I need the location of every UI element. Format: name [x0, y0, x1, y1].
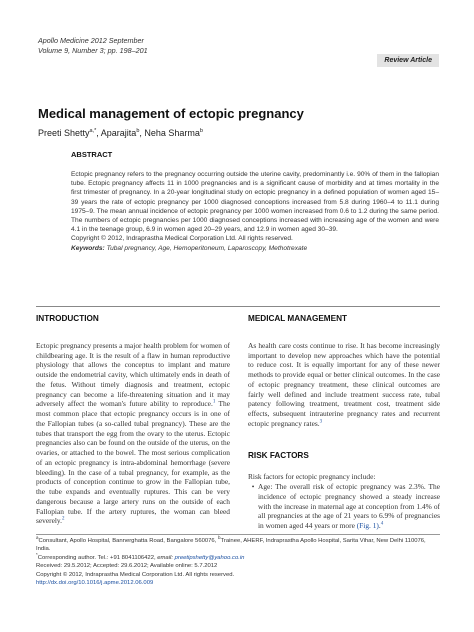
email-label: email:	[157, 554, 173, 561]
keywords-list: Tubal pregnancy, Age, Hemoperitoneum, Laparoscopy, Methotrexate	[106, 244, 308, 252]
abstract-section	[71, 150, 439, 253]
affiliation-a: Consultant, Apollo Hospital, Bannerghatta Road, Bangalore 560076,	[38, 538, 218, 544]
list-item	[248, 482, 440, 531]
author-affiliation-mark: b	[199, 128, 203, 134]
article-type-badge: Review Article	[377, 54, 439, 67]
footer-copyright: Copyright © 2012, Indraprastha Medical Corporation Ltd. All rights reserved.	[36, 571, 235, 578]
doi-link[interactable]: http://dx.doi.org/10.1016/j.apme.2012.06.009	[36, 580, 154, 587]
risk-factors-heading: RISK FACTORS	[248, 450, 309, 460]
footnote-divider	[36, 534, 440, 535]
author-affiliation-mark: b	[136, 128, 140, 134]
reference-link[interactable]: 1	[212, 399, 216, 405]
risk-factors-intro: Risk factors for ectopic pregnancy include:	[248, 472, 376, 482]
left-column	[36, 314, 230, 526]
section-divider	[36, 306, 440, 307]
abstract-heading: ABSTRACT	[71, 150, 113, 159]
footnote-mark: b	[217, 535, 221, 541]
footnote-mark: a	[36, 535, 39, 541]
author-separator: ,	[139, 128, 145, 138]
corresponding-author-text: Corresponding author. Tel.: +91 8041106422,	[37, 554, 158, 561]
author-separator: ,	[96, 128, 101, 138]
figure-link[interactable]: (Fig. 1)	[356, 521, 379, 530]
reference-link[interactable]: 2	[62, 516, 65, 522]
intro-text-part1: Ectopic pregnancy presents a major health problem for women of childbearing age. It is the result of a flaw in human reproductive physiology that allows the conceptus to implant and mature outside the endometrial cavity, which ultimately ends in death of the fetus. Without timely diagnosis and treatment, ectopic pregnancy can become a life-threatening situation and it may adversely affect the woman's future ability to reproduce.	[36, 340, 230, 409]
abstract-keywords	[71, 244, 439, 253]
risk-age-text: Age: The overall risk of ectopic pregnancy was 2.3%. The incidence of ectopic pregnancy showed a steady increase with the increase in maternal age at conception from 1.4% of all pregnancies at the age of 21 years to 6.9% of pregnancies in women aged 44 years or more	[258, 482, 440, 530]
reference-link[interactable]: 3	[319, 419, 323, 425]
author-name[interactable]: Aparajita	[100, 128, 137, 138]
footnotes	[36, 537, 440, 587]
corresponding-author-footnote	[36, 551, 440, 562]
affiliation-b: Trainee, AHERF, Indraprastha Apollo Hospital, Sarita Vihar, New Delhi 110076, India.	[36, 538, 426, 553]
journal-volume: Volume 9, Number 3; pp. 198–201	[38, 46, 148, 55]
introduction-heading: INTRODUCTION	[36, 314, 99, 323]
risk-age-end: .	[378, 521, 381, 530]
medical-management-paragraph	[248, 341, 440, 429]
keywords-label: Keywords:	[71, 244, 105, 252]
footnote-mark: *	[36, 551, 38, 557]
affiliation-footnote	[36, 537, 440, 554]
journal-name: Apollo Medicine 2012 September	[38, 36, 144, 45]
author-name[interactable]: Preeti Shetty	[38, 128, 90, 138]
author-list	[38, 128, 203, 138]
intro-text-part2: The most common place that ectopic pregnancy occurs is in one of the Fallopian tubes (a so-called tubal pregnancy). These are the tubes that transport the egg from the ovary to the uterus. Ectopic pregnancies also can be found on the outside of the uterus, on the ovaries, or attached to the bowel. The most serious complication of an ectopic pregnancy is intra-abdominal hemorrhage (severe bleeding). In the case of a tubal pregnancy, for example, as the products of conception continue to grow in the Fallopian tube, the tube expands and eventually ruptures. This can be very dangerous because a large artery runs on the outside of each Fallopian tube. If the artery ruptures, the woman can bleed severely.	[36, 399, 230, 526]
risk-factor-age	[258, 482, 440, 531]
journal-info	[38, 36, 148, 56]
medical-management-heading: MEDICAL MANAGEMENT	[248, 314, 348, 323]
bullet-icon: •	[251, 482, 255, 491]
medmgmt-text: As health care costs continue to rise. It has become increasingly important to develop new approaches which have the potential to reduce cost. It is equally important for any of these newer methods to provide equal or better clinical outcomes. In the case of ectopic pregnancy treatment, these clinical outcomes are fairly well defined and include treatment success rate, tubal patency following treatment, treatment cost, treatment side effects, subsequent intrauterine pregnancy rates and recurrent ectopic pregnancy rates.	[248, 340, 440, 428]
author-name[interactable]: Neha Sharma	[144, 128, 200, 138]
right-column	[248, 314, 440, 531]
article-title: Medical management of ectopic pregnancy	[38, 106, 304, 121]
email-link[interactable]: preetipshetty@yahoo.co.in	[172, 554, 245, 561]
author-affiliation-mark: a,*	[89, 128, 97, 134]
introduction-paragraph	[36, 341, 230, 526]
received-dates: Received: 29.5.2012; Accepted: 29.6.2012; Available online: 5.7.2012	[36, 563, 218, 570]
abstract-text: Ectopic pregnancy refers to the pregnancy occurring outside the uterine cavity, predominantly i.e. 90% of them in the fallopian tube. Ectopic pregnancy affects 11 in 1000 pregnancies and is a significant cause of morbidity and at times mortality in the first trimester of pregnancy. In a 20-year longitudinal study on ectopic pregnancy in a defined population of women aged 15–39 years the rate of ectopic pregnancy per 1000 diagnosed conceptions increased from 5.8 during 1960–4 to 11.1 during 1975–9. The mean annual incidence of ectopic pregnancy per 1000 women increased from 0.6 to 1.2 during the same period. The numbers of ectopic pregnancies per 1000 diagnosed conceptions increased with increasing age of the women and were 4.1 in the teenage group, 6.9 in women aged 20–29 years, and 12.9 in women aged 30–39.	[71, 171, 439, 234]
reference-link[interactable]: 4	[380, 521, 384, 527]
abstract-copyright: Copyright © 2012, Indraprastha Medical Corporation Ltd. All rights reserved.	[71, 235, 293, 243]
